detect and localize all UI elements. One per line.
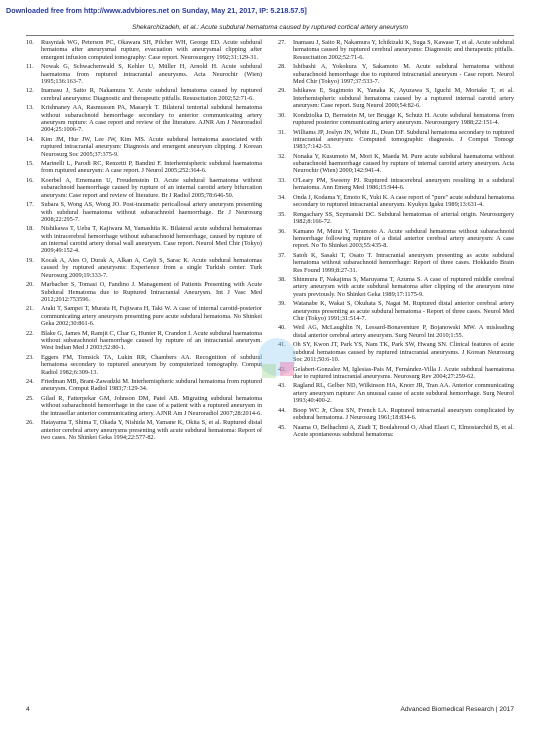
reference-number: 43. [278, 382, 286, 390]
reference-item [278, 382, 514, 404]
reference-item [26, 63, 262, 85]
reference-number: 26. [26, 419, 34, 427]
reference-column-right [278, 39, 514, 691]
running-head: Shekarchizadeh, et al.: Acute subdural hematoma caused by ruptured cortical artery aneurysm [131, 24, 409, 31]
reference-number: 29. [278, 87, 286, 95]
reference-number: 27. [278, 39, 286, 46]
reference-item [26, 419, 262, 441]
reference-item [278, 177, 514, 192]
reference-item [278, 153, 514, 175]
reference-text: Kamano M, Murai Y, Teramoto A. Acute subdural hematoma without subarachnoid hemorrhage following rupture of a distal anterior cerebral artery aneurysm: A case report. No To Shinkei 2003;55:435-8. [293, 227, 514, 250]
reference-number: 30. [278, 111, 286, 119]
reference-text: Kim JM, Hur JW, Lee JW, Kim MS. Acute subdural hematoma associated with ruptured intracranial aneurysm: Diagnosis and emergent aneurysm clipping. J Korean Neurosurg Soc 2005;37:375-9. [41, 135, 262, 158]
reference-number: 10. [26, 39, 34, 46]
reference-item [278, 39, 514, 61]
reference-number: 38. [278, 276, 286, 284]
reference-text: Nishikawa T, Ueba T, Kajiwara M, Yamashita K. Bilateral acute subdural hematomas with intracerebral hemorrhage without subarachnoid hemorrhage, caused by rupture of an internal carotid artery dorsal wall aneurysm. Case report. Neurol Med Chir (Tokyo) 2009;49:152-4. [41, 225, 262, 255]
reference-number: 16. [26, 176, 34, 184]
reference-number: 24. [26, 378, 34, 386]
reference-number: 40. [278, 324, 286, 332]
reference-text: Subara S, Wong AS, Wong JO. Post-traumatic pericallosal artery aneurysm presenting with subdural haematoma without subarachnoid haemorrhage. Br J Neurosurg 2008;22:295-7. [41, 201, 262, 223]
reference-number: 22. [26, 329, 34, 337]
reference-item [26, 225, 262, 254]
reference-item [26, 160, 262, 175]
reference-number: 41. [278, 341, 286, 349]
reference-item [278, 341, 514, 363]
reference-text: Blake G, James M, Ramjit C, Char G, Hunter R, Crandon I. Acute subdural haematoma without subarachnoid haemorrhage caused by rupture of an intracranial aneurysm. West Indian Med J 2003;52:80-1. [41, 329, 262, 352]
reference-item [278, 252, 514, 274]
reference-item [26, 104, 262, 133]
reference-text: Araki T, Sampei T, Murata H, Fujiwara H, Taki W. A case of internal carotid-posterior communicating artery aneurysm presenting pure acute subdural hematoma. No Shinkei Geka 2002;30:861-6. [41, 305, 262, 328]
reference-text: Boop WC Jr, Chou SN, French LA. Ruptured intracranial aneurysm complicated by subdural hematoma. J Neurosurg 1961;18:834-6. [293, 406, 514, 421]
reference-number: 11. [26, 63, 34, 71]
reference-text: Rusyniak WG, Peterson PC, Okawara SH, Pilcher WH, George ED. Acute subdural hematoma after aneurysmal rupture, evacuation with aneurysmal clipping after emergent infusion computed tomography: Case report. Neurosurgery 1992;31:129-31. [41, 39, 262, 61]
reference-text: Kondziolka D, Bernstein M, ter Brugge K, Schutz H. Acute subdural hematoma from ruptured posterior communicating artery aneurysm. Neurosurgery 1988;22:151-4. [293, 111, 514, 126]
reference-number: 28. [278, 63, 286, 71]
reference-item [26, 39, 262, 61]
reference-number: 39. [278, 300, 286, 308]
reference-number: 13. [26, 104, 34, 112]
reference-number: 36. [278, 227, 286, 235]
reference-item [278, 407, 514, 422]
reference-text: Nowak G, Schwachenwald S, Kehler U, Müller H, Arnold H. Acute subdural haematoma from ruptured intracranial aneurysms. Acta Neurochir (Wien) 1995;136:163-7. [41, 63, 262, 85]
reference-column-left [26, 39, 262, 691]
reference-item [278, 424, 514, 439]
reference-number: 44. [278, 406, 286, 414]
reference-text: O'Leary PM, Sweeny PJ. Ruptured intracerebral aneurysm resulting in a subdural hematoma. Ann Emerg Med 1986;15:944-6. [293, 176, 514, 192]
reference-text: Koerbel A, Ernemann U, Freudenstein D. Acute subdural haematoma without subarachnoid haemorrhage caused by rupture of an internal carotid artery bifurcation aneurysm: Case report and review of literature. Br J Radiol 2005;78:646-50. [41, 176, 262, 199]
reference-text: Kocak A, Ates O, Durak A, Alkan A, Cayli S, Sarac K. Acute subdural hematomas caused by ruptured aneurysms: Experience from a single Turkish center. Turk Neurosurg 2009;19:333-7. [41, 256, 262, 279]
reference-number: 33. [278, 176, 286, 184]
reference-text: Krishnaney AA, Rasmussen PA, Masaryk T. Bilateral tentorial subdural hematoma without subarachnoid hemorrhage secondary to anterior communicating artery aneurysm rupture: A case report and review of the literature. AJNR Am J Neuroradiol 2004;25:1006-7. [41, 104, 262, 134]
journal-name: Advanced Biomedical Research | 2017 [400, 705, 514, 713]
reference-text: Marinelli L, Parodi RC, Renzetti P, Bandini F. Interhemispheric subdural haematoma from ruptured aneurysm: A case report. J Neurol 2005;252:364-6. [41, 160, 262, 175]
reference-number: 37. [278, 251, 286, 259]
reference-item [278, 112, 514, 127]
download-banner: Downloaded free from http://www.advbiores.net on Sunday, May 21, 2017, IP: 5.218.57.5] [6, 6, 307, 15]
reference-number: 45. [278, 423, 286, 431]
reference-item [278, 300, 514, 322]
reference-number: 14. [26, 135, 34, 143]
reference-item [26, 201, 262, 223]
reference-text: Gilad R, Fatterpekar GM, Johnson DM, Patel AB. Migrating subdural hematoma without subarachnoid hemorrhage in the case of a patient with a ruptured aneurysm in the intrasellar anterior communicating artery. AJNR Am J Neuroradiol 2007;28:2014-6. [41, 394, 262, 417]
reference-text: Gelabert-Gonzalez M, Iglesias-Pais M, Fernández-Villa J. Acute subdural haematoma due to ruptured intracranial aneurysms. Neurosurg Rev 2004;27:259-62. [293, 365, 514, 380]
reference-text: Rengachary SS, Szymanski DC. Subdural hematomas of arterial origin. Neurosurgery 1982;8:166-72. [293, 210, 514, 226]
reference-text: Naama O, Belhachmi A, Ziadi T, Boulahroud O, Abad Elasri C, Elmostarchid B, et al. Acute spontaneous subdural hematoma: [293, 423, 514, 438]
reference-text: Hatayama T, Shima T, Okada Y, Nishida M, Yamane K, Okita S, et al. Ruptured distal anterior cerebral artery aneurysms presenting with acute subdural hematoma: Report of two cases. No Shinkei Geka 1994;22:577-82. [41, 419, 262, 441]
reference-number: 25. [26, 394, 34, 402]
reference-item [278, 324, 514, 339]
reference-item [26, 87, 262, 102]
reference-item [278, 63, 514, 85]
reference-item [26, 257, 262, 279]
reference-text: Friedman MB, Brant-Zawadzki M. Interhemispheric subdural hematoma from ruptured aneurysm. Comput Radiol 1983;7:129-34. [41, 378, 262, 393]
reference-text: Nonaka Y, Kusumoto M, Mori K, Maeda M. Pure acute subdural haematoma without subarachnoid haemorrhage caused by rupture of internal carotid artery aneurysm. Acta Neurochir (Wien) 2000;142:941-4. [293, 152, 514, 175]
reference-item [26, 281, 262, 303]
reference-number: 19. [26, 256, 34, 264]
page-number: 4 [26, 705, 30, 713]
reference-text: Onda J, Kodama Y, Emoto K, Yuki K. A case report of "pure" acute subdural hematoma secondary to ruptured intracranial aneurysm. Kyukyu Igaku 1989;13:631-4. [293, 193, 514, 209]
reference-number: 32. [278, 152, 286, 160]
reference-number: 20. [26, 281, 34, 289]
header-rule [26, 35, 514, 36]
reference-text: Ishikawa E, Sugimoto K, Yanaka K, Ayuzawa S, Iguchi M, Moriake T, et al. Interhemispheric subdural hematoma caused by a ruptured internal carotid artery aneurysm: Case report. Surg Neurol 2000;54:82-6. [293, 87, 514, 110]
reference-text: Satoh K, Sasaki T, Osato T. Intracranial aneurysm presenting as acute subdural hematoma without subarachnoid hemorrhage: Report of three cases. Hokkaido Brain Res Found 1999;8:27-31. [293, 251, 514, 274]
reference-number: 42. [278, 365, 286, 373]
reference-number: 31. [278, 128, 286, 136]
reference-number: 35. [278, 210, 286, 218]
reference-item [278, 87, 514, 109]
reference-text: Oh SY, Kwon JT, Park YS, Nam TK, Park SW, Hwang SN. Clinical features of acute subdural hematomas caused by ruptured intracranial aneurysms. J Korean Neurosurg Soc 2011;50:6-10. [293, 341, 514, 364]
reference-item [278, 211, 514, 226]
watermark-logo-accent [280, 362, 294, 376]
reference-item [26, 330, 262, 352]
reference-text: Inamasu J, Saito R, Nakamura Y, Ichikizaki K, Suga S, Kawase T, et al. Acute subdural hematoma caused by ruptured cerebral aneurysms: Diagnostic and therapeutic pitfalls. Resuscitation 2002;52:71-6. [293, 39, 514, 61]
reference-item [278, 366, 514, 381]
reference-number: 18. [26, 225, 34, 233]
reference-text: Marbacher S, Tomasi O, Fandino J. Management of Patients Presenting with Acute Subdural Hematoma due to Ruptured Intracranial Aneurysm. Int J Vasc Med 2012;2012:753596. [41, 281, 262, 303]
reference-item [278, 194, 514, 209]
reference-number: 23. [26, 353, 34, 361]
reference-item [26, 177, 262, 199]
reference-text: Eggers FM, Tomsick TA, Lukin RR, Chambers AA. Recognition of subdural hematoma secondary to ruptured aneurysm by computerized tomography. Comput Radiol 1982;6:309-13. [41, 353, 262, 376]
reference-number: 21. [26, 305, 34, 313]
reference-text: Williams JP, Joslyn JN, White JL, Dean DF. Subdural hematoma secondary to ruptured intracranial aneurysm: Computed tomographic diagnosis. J Comput Tomogr 1983;7:142-53. [293, 128, 514, 151]
reference-text: Ragland RL, Gelber ND, Wilkinson HA, Knorr JR, Tran AA. Anterior communicating artery aneurysm rupture: An unusual cause of acute subdural hemorrhage. Surg Neurol 1993;40:400-2. [293, 382, 514, 405]
reference-item [278, 129, 514, 151]
reference-number: 17. [26, 201, 34, 209]
reference-text: Weil AG, McLaughlin N, Lessard-Bonaventure P, Bojanowski MW. A misleading distal anterior cerebral artery aneurysm. Surg Neurol Int 2010;1:55. [293, 324, 514, 339]
reference-number: 12. [26, 87, 34, 95]
reference-item [26, 395, 262, 417]
reference-item [26, 354, 262, 376]
reference-item [26, 305, 262, 327]
reference-number: 34. [278, 193, 286, 201]
reference-text: Inamasu J, Saito R, Nakamura Y. Acute subdural hematoma caused by ruptured cerebral aneurysms: Diagnostic and therapeutic pitfalls. Resuscitation 2002;52:71-6. [41, 87, 262, 102]
watermark-logo-accent [262, 364, 276, 378]
reference-text: Ishibashi A, Yokokura Y, Sakamoto M. Acute subdural hematoma without subarachnoid hemorrhage due to ruptured intracranial aneurysm - Case report. Neurol Med Chir (Tokyo) 1997;37:533-7. [293, 63, 514, 85]
reference-number: 15. [26, 160, 34, 168]
page-footer [26, 703, 514, 715]
reference-item [278, 276, 514, 298]
reference-text: Watanabe K, Wakai S, Okuhata S, Nagai M. Ruptured distal anterior cerebral artery aneurysms presenting as acute subdural hematoma - Report of three cases. Neurol Med Chir (Tokyo) 1991;31:514-7. [293, 300, 514, 322]
reference-item [278, 228, 514, 250]
reference-item [26, 378, 262, 393]
reference-text: Shinmura F, Nakajima S, Maruyama T, Azuma S. A case of ruptured middle cerebral artery aneurysm with acute subdural hematoma after clipping of the aneurysm nine years previously. No Shinkei Geka 1989;17:1175-9. [293, 276, 514, 298]
reference-item [26, 136, 262, 158]
